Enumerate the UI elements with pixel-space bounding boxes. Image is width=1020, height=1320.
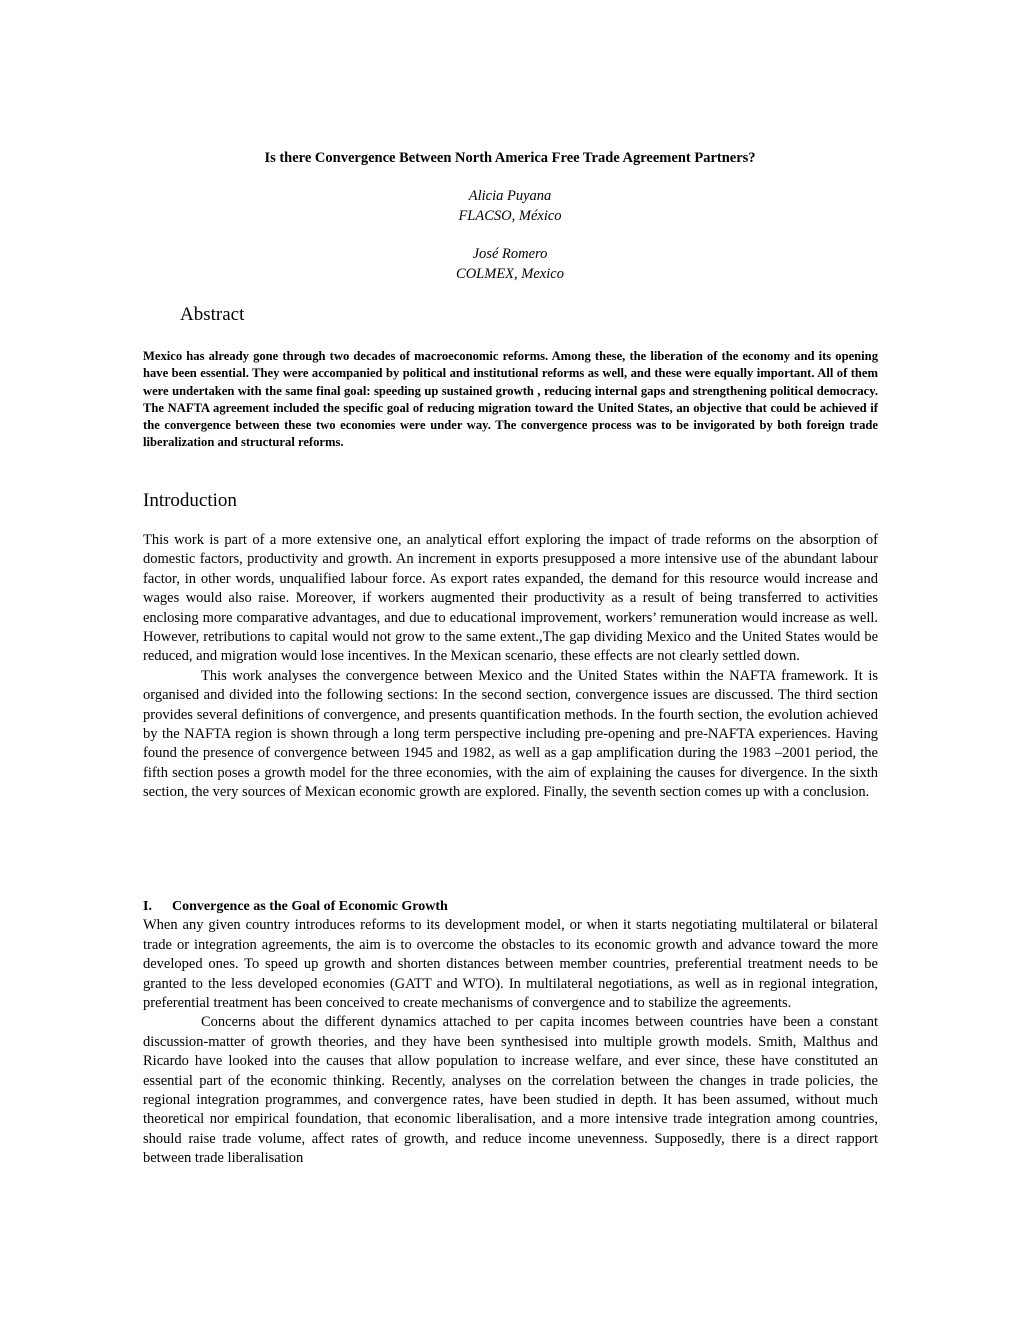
abstract-text: Mexico has already gone through two decades of macroeconomic reforms. Among these, the liberation of the economy and its opening have been essential. They were accompanied by political and institutional reforms as well, and these were equally important. All of them were undertaken with the same final goal: speeding up sustained growth , reducing internal gaps and strengthening political democracy. The NAFTA agreement included the specific goal of reducing migration toward the United States, an objective that could be achieved if the convergence between these two economies were under way. The convergence process was to be invigorated by both foreign trade liberalization and structural reforms.	[143, 349, 878, 450]
author-affiliation: FLACSO, México	[458, 207, 562, 224]
author-name: Alicia Puyana	[468, 188, 552, 204]
section-number: I.	[143, 899, 152, 914]
section-title: Convergence as the Goal of Economic Growth	[172, 899, 448, 914]
paragraph: Concerns about the different dynamics attached to per capita incomes between countries have been a constant discussion-matter of growth theories, and they have been synthesised into multiple growth models. Smith, Malthus and Ricardo have looked into the causes that allow population to increase welfare, and ever since, these have constituted an essential part of the economic thinking. Recently, analyses on the correlation between the changes in trade policies, the regional integration programmes, and convergence rates, have been studied in depth. It has been assumed, without much theoretical nor empirical foundation, that economic liberalisation, and a more intensive trade integration among countries, should raise trade volume, affect rates of growth, and reduce income unevenness. Supposedly, there is a direct rapport between trade liberalisation	[143, 1014, 878, 1167]
paragraph: This work is part of a more extensive one, an analytical effort exploring the impact of trade reforms on the absorption of domestic factors, productivity and growth. An increment in exports presupposed a more intensive use of the abundant labour factor, in other words, unqualified labour force. As export rates expanded, the demand for this resource would increase and wages would also raise. Moreover, if workers augmented their productivity as a result of being transferred to activities enclosing more comparative advantages, and due to educational improvement, workers’ remuneration would increase as well. However, retributions to capital would not grow to the same extent.,The gap dividing Mexico and the United States would be reduced, and migration would lose incentives. In the Mexican scenario, these effects are not clearly settled down.	[143, 532, 878, 665]
section-1	[143, 897, 878, 1169]
introduction-body	[143, 531, 878, 803]
section-heading	[143, 897, 878, 916]
introduction-heading: Introduction	[143, 490, 237, 511]
paper-title: Is there Convergence Between North America Free Trade Agreement Partners?	[264, 150, 756, 166]
author-affiliation: COLMEX, Mexico	[456, 265, 564, 282]
paragraph: This work analyses the convergence between Mexico and the United States within the NAFTA framework. It is organised and divided into the following sections: In the second section, convergence issues are discussed. The third section provides several definitions of convergence, and presents quantification methods. In the fourth section, the evolution achieved by the NAFTA region is shown through a long term perspective including pre-opening and pre-NAFTA experiences. Having found the presence of convergence between 1945 and 1982, as well as a gap amplification during the 1983 –2001 period, the fifth section poses a growth model for the three economies, with the aim of explaining the causes for divergence. In the sixth section, the very sources of Mexican economic growth are explored. Finally, the seventh section comes up with a conclusion.	[143, 667, 878, 801]
abstract-heading: Abstract	[180, 304, 245, 325]
author-name: José Romero	[472, 246, 548, 262]
author-block-1	[0, 187, 1020, 226]
author-block-2	[0, 245, 1020, 284]
paragraph: When any given country introduces reforms to its development model, or when it starts negotiating multilateral or bilateral trade or integration agreements, the aim is to overcome the obstacles to its economic growth and advance toward the more developed ones. To speed up growth and shorten distances between member countries, preferential treatment needs to be granted to the less developed economies (GATT and WTO). In multilateral negotiations, as well as in regional integration, preferential treatment has been conceived to create mechanisms of convergence and to stabilize the agreements.	[143, 917, 878, 1012]
